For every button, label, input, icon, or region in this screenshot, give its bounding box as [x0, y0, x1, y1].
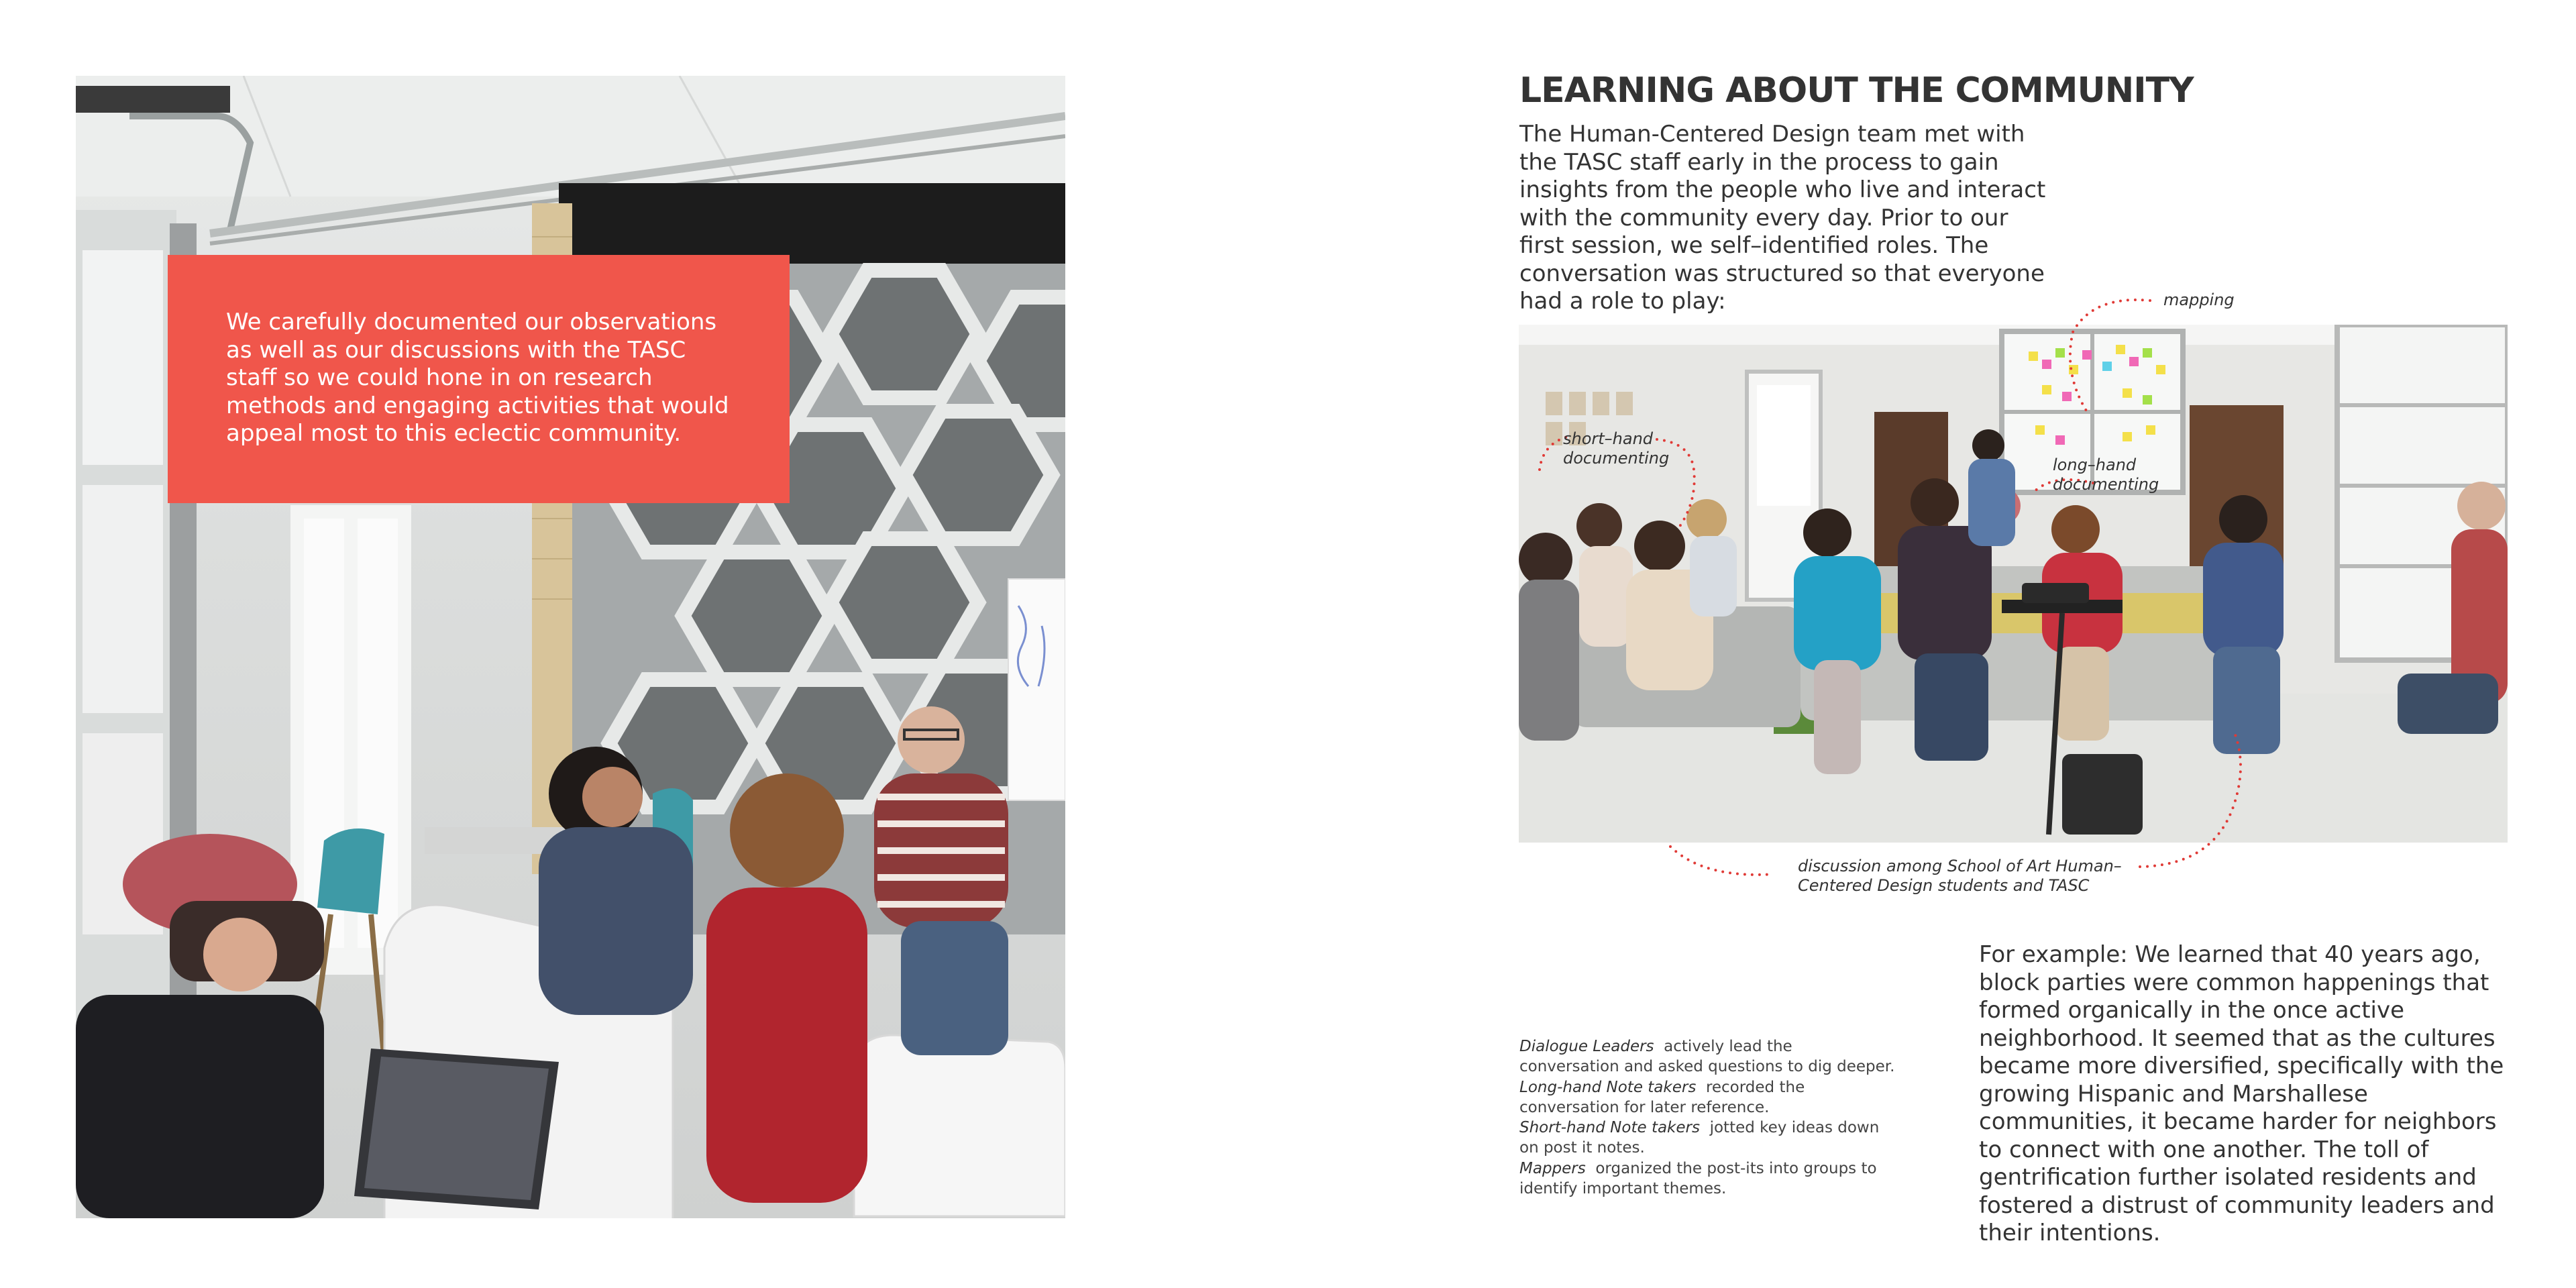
- role-item: [1519, 1159, 1895, 1199]
- role-name: Long-hand Note takers: [1519, 1078, 1697, 1096]
- left-photo: [76, 76, 1065, 1218]
- annotation-long-hand: long–hand documenting: [2053, 455, 2159, 494]
- roles-list: [1519, 1036, 1895, 1199]
- role-name: Dialogue Leaders: [1519, 1038, 1654, 1055]
- annotation-mapping: mapping: [2163, 290, 2235, 309]
- group-discussion-photo-illustration: [1519, 325, 2508, 843]
- example-paragraph: For example: We learned that 40 years ago, block parties were common happenings that formed organically in the once active neighborhood. It seemed that as the cultures became more diversified, specifically with the growing Hispanic and Marshallese communities, it became harder for neighbors to connect with one another. The toll of gentrification further isolated residents and fostered a distrust of community leaders and their intentions.: [1979, 941, 2504, 1246]
- session-photo: [1519, 325, 2508, 843]
- role-description: jotted key ideas down on post it notes.: [1519, 1119, 1880, 1157]
- role-item: [1519, 1077, 1895, 1118]
- role-item: [1519, 1118, 1895, 1159]
- intro-paragraph: The Human-Centered Design team met with the TASC staff early in the process to gain insights from the people who live and interact with the community every day. Prior to our first session, we self–identified roles. The conversation was structured so that everyone had a role to play:: [1519, 121, 2046, 315]
- role-name: Short-hand Note takers: [1519, 1119, 1700, 1137]
- callout-text: We carefully documented our observations as well as our discussions with the TASC staff so we could hone in on research methods and engaging activities that would appeal most to this eclectic community.: [226, 309, 729, 447]
- photo-caption: discussion among School of Art Human–Centered Design students and TASC: [1798, 857, 2122, 895]
- role-description: actively lead the conversation and asked questions to dig deeper.: [1519, 1038, 1895, 1076]
- page-title: LEARNING ABOUT THE COMMUNITY: [1519, 70, 2194, 111]
- role-item: [1519, 1036, 1895, 1077]
- role-name: Mappers: [1519, 1159, 1586, 1177]
- role-description: recorded the conversation for later reference.: [1519, 1078, 1805, 1116]
- annotation-short-hand: short–hand documenting: [1563, 429, 1670, 468]
- role-description: organized the post-its into groups to identify important themes.: [1519, 1159, 1877, 1198]
- workspace-photo-illustration: [76, 76, 1065, 1218]
